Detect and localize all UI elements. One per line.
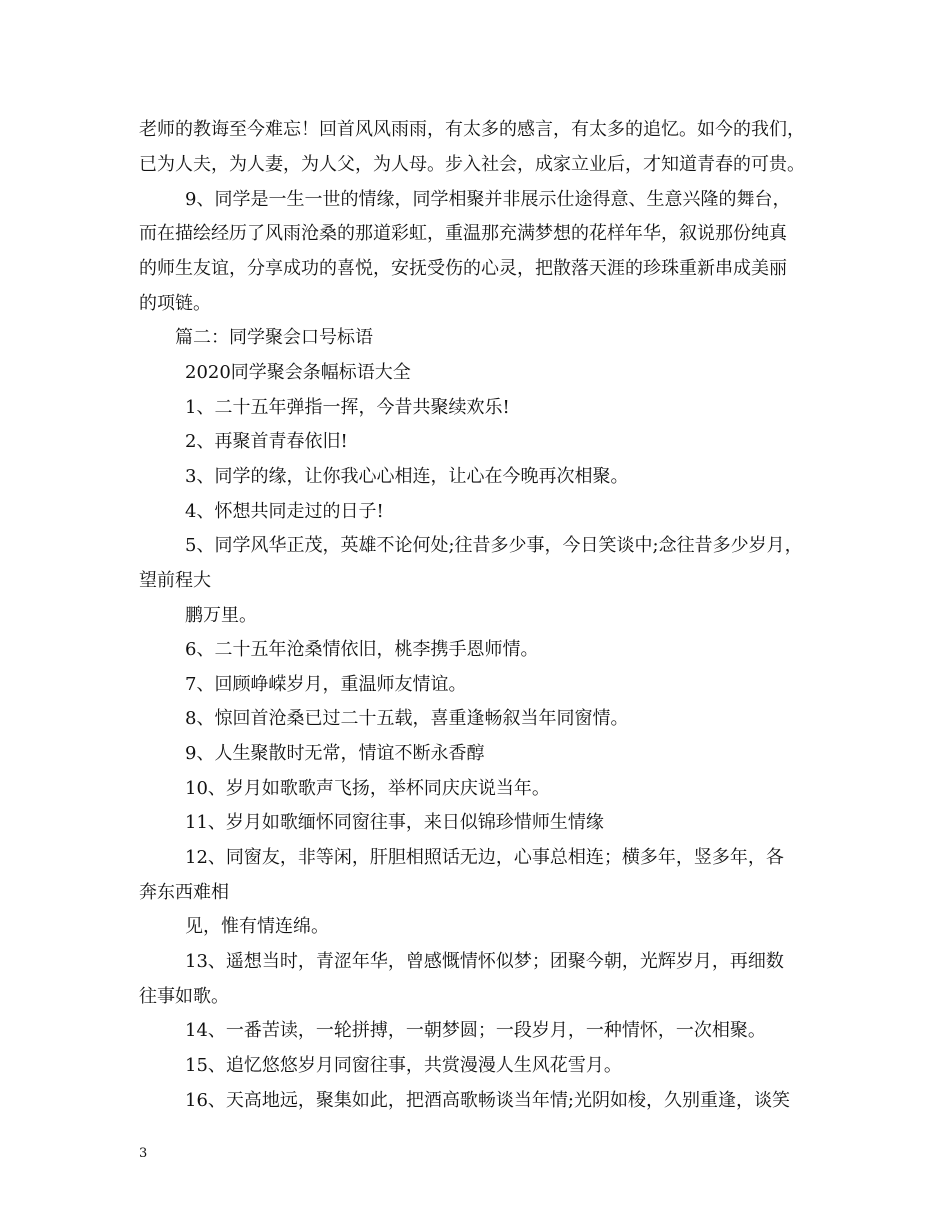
list-item-continued: 奔东西难相 xyxy=(139,882,229,903)
list-item-continued: 往事如歌。 xyxy=(139,986,229,1007)
text-line: 已为人夫，为人妻，为人父，为人母。步入社会，成家立业后，才知道青春的可贵。 xyxy=(139,154,805,175)
list-item: 13、遥想当时，青涩年华，曾感慨情怀似梦；团聚今朝，光辉岁月，再细数 xyxy=(185,951,784,972)
list-item-continued: 见，惟有情连绵。 xyxy=(185,916,329,937)
list-item: 10、岁月如歌歌声飞扬，举杯同庆庆说当年。 xyxy=(185,778,550,799)
list-item-continued: 望前程大 xyxy=(139,570,211,591)
list-item: 14、一番苦读，一轮拼搏，一朝梦圆；一段岁月，一种情怀，一次相聚。 xyxy=(185,1020,766,1041)
list-item: 7、回顾峥嵘岁月，重温师友情谊。 xyxy=(185,674,467,695)
list-item: 5、同学风华正茂，英雄不论何处;往昔多少事，今日笑谈中;念往昔多少岁月， xyxy=(185,535,803,556)
text-line: 老师的教诲至今难忘！回首风风雨雨，有太多的感言，有太多的追忆。如今的我们， xyxy=(139,119,805,140)
text-line: 9、同学是一生一世的情缘，同学相聚并非展示仕途得意、生意兴隆的舞台， xyxy=(185,189,791,210)
list-item: 1、二十五年弹指一挥，今昔共聚续欢乐! xyxy=(185,397,510,418)
list-item: 16、天高地远，聚集如此，把酒高歌畅谈当年情;光阴如梭，久别重逢，谈笑 xyxy=(185,1090,790,1111)
list-item: 2、再聚首青春依旧! xyxy=(185,431,348,452)
text-line: 的师生友谊，分享成功的喜悦，安抚受伤的心灵，把散落天涯的珍珠重新串成美丽 xyxy=(139,258,787,279)
page-number: 3 xyxy=(139,1146,148,1161)
list-item: 3、同学的缘，让你我心心相连，让心在今晚再次相聚。 xyxy=(185,466,629,487)
list-item-continued: 鹏万里。 xyxy=(185,605,257,626)
list-item: 4、怀想共同走过的日子! xyxy=(185,501,384,522)
list-item: 8、惊回首沧桑已过二十五载，喜重逢畅叙当年同窗情。 xyxy=(185,708,629,729)
text-line: 的项链。 xyxy=(139,293,211,314)
subheading: 2020同学聚会条幅标语大全 xyxy=(185,362,411,383)
list-item: 11、岁月如歌缅怀同窗往事，来日似锦珍惜师生情缘 xyxy=(185,812,604,833)
list-item: 9、人生聚散时无常，情谊不断永香醇 xyxy=(185,743,485,764)
list-item: 15、追忆悠悠岁月同窗往事，共赏漫漫人生风花雪月。 xyxy=(185,1055,622,1076)
section-heading: 篇二：同学聚会口号标语 xyxy=(175,327,373,348)
list-item: 12、同窗友，非等闲，肝胆相照话无边，心事总相连；横多年，竖多年，各 xyxy=(185,847,784,868)
text-line: 而在描绘经历了风雨沧桑的那道彩虹，重温那充满梦想的花样年华，叙说那份纯真 xyxy=(139,223,787,244)
list-item: 6、二十五年沧桑情依旧，桃李携手恩师情。 xyxy=(185,639,539,660)
